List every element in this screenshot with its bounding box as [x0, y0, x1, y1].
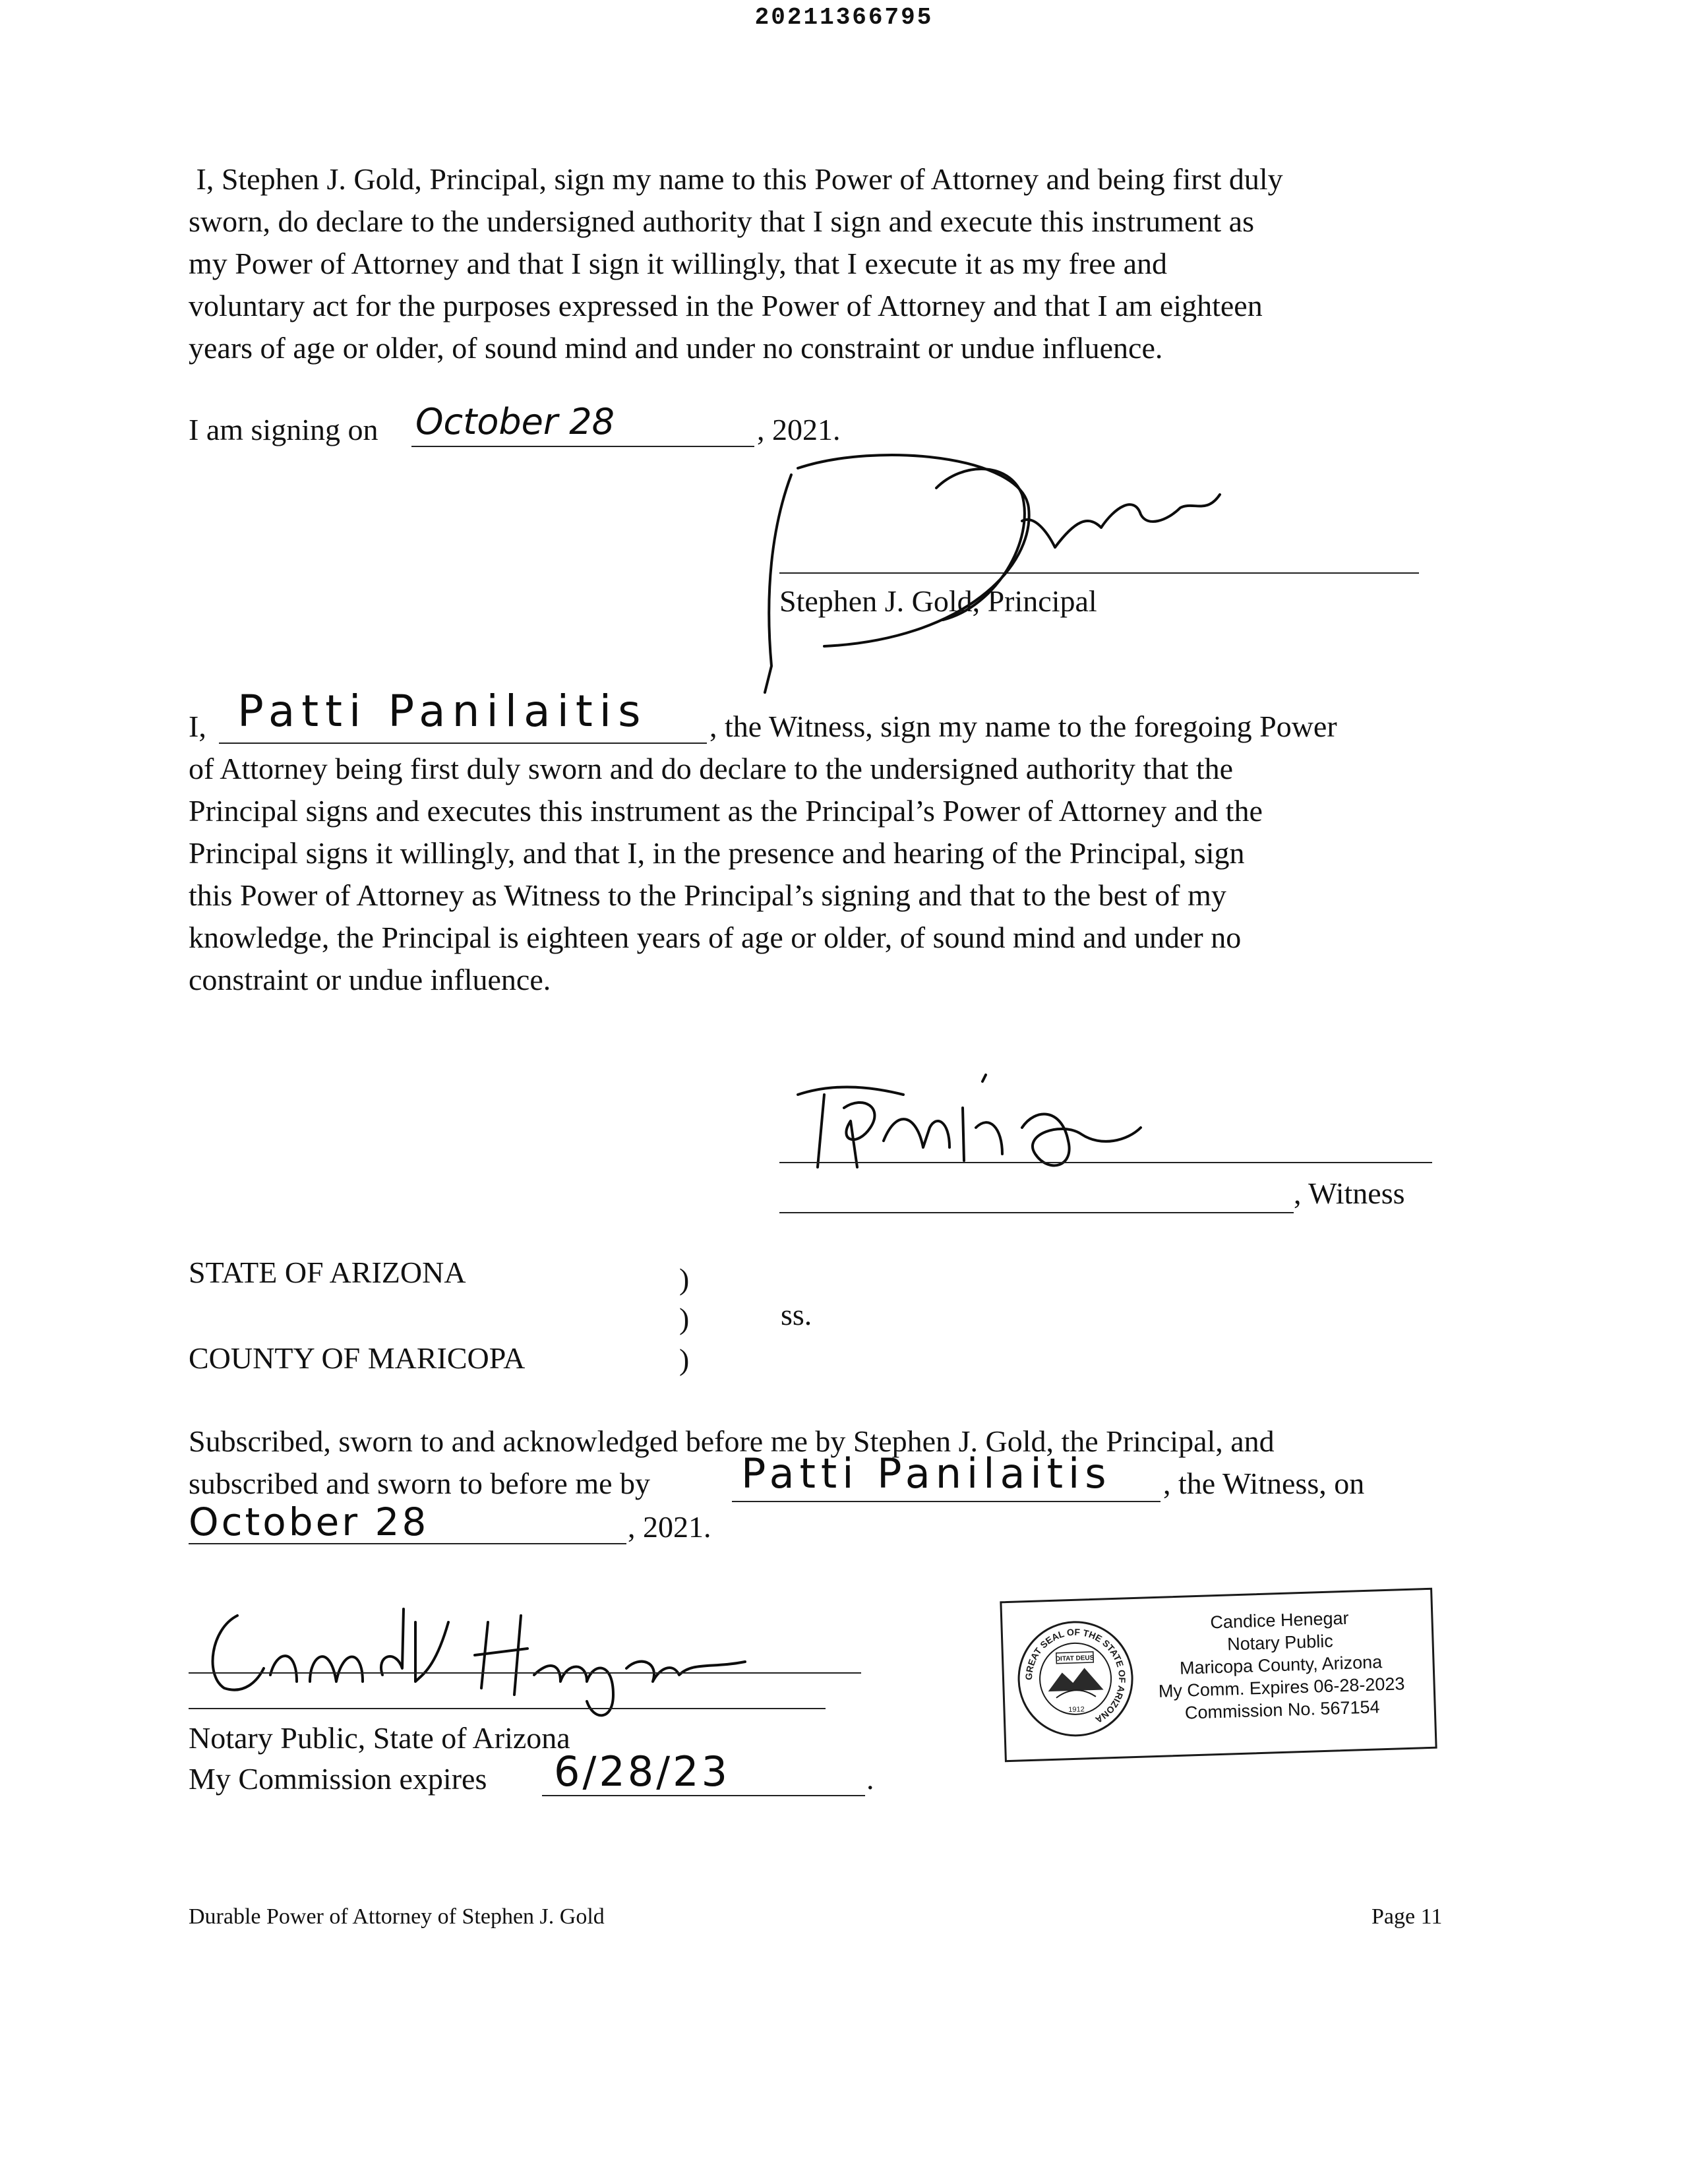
venue-county: COUNTY OF MARICOPA [189, 1341, 526, 1375]
stamp-line: Notary Public [1226, 1631, 1334, 1654]
notary-signature [198, 1596, 765, 1721]
svg-text:GREAT SEAL OF THE STATE OF ARI: GREAT SEAL OF THE STATE OF ARIZONA [1023, 1626, 1128, 1726]
acknowledgment-witness-line [732, 1501, 1160, 1502]
witness-declaration-line: knowledge, the Principal is eighteen years of age or older, of sound mind and under no [189, 921, 1242, 954]
acknowledgment-date-suffix: , 2021. [628, 1510, 711, 1544]
principal-declaration-line: years of age or older, of sound mind and under no constraint or undue influence. [189, 331, 1163, 365]
acknowledgment-line-1: Subscribed, sworn to and acknowledged before me by Stephen J. Gold, the Principal, and [189, 1424, 1275, 1458]
footer-page-number: Page 11 [1372, 1904, 1443, 1929]
notary-signature-line-2 [189, 1708, 826, 1709]
document-number: 20211366795 [754, 4, 934, 31]
venue-paren: ) [679, 1343, 690, 1376]
acknowledgment-line-2-suffix: , the Witness, on [1163, 1467, 1365, 1500]
acknowledgment-witness-handwritten: Patti Panilaitis [741, 1449, 1112, 1498]
witness-first-line: , the Witness, sign my name to the foregoing Power [709, 710, 1337, 743]
notary-commission-prefix: My Commission expires [189, 1762, 487, 1796]
witness-name-handwritten: Patti Panilaitis [237, 686, 648, 737]
notary-stamp-text [1134, 1604, 1428, 1726]
witness-caption: , Witness [1294, 1176, 1405, 1210]
svg-text:DITAT DEUS: DITAT DEUS [1055, 1654, 1095, 1663]
signing-date-prefix: I am signing on [189, 413, 378, 446]
witness-declaration-line: this Power of Attorney as Witness to the Principal’s signing and that to the best of my [189, 878, 1226, 912]
stamp-line: Commission No. 567154 [1184, 1697, 1380, 1723]
witness-signature [785, 1068, 1154, 1180]
principal-caption: Stephen J. Gold, Principal [779, 584, 1097, 618]
venue-state: STATE OF ARIZONA [189, 1256, 466, 1289]
witness-declaration-line: Principal signs and executes this instrument as the Principal’s Power of Attorney and the [189, 794, 1263, 828]
principal-declaration-line: voluntary act for the purposes expressed in the Power of Attorney and that I am eighteen [189, 289, 1263, 322]
notary-commission-handwritten: 6/28/23 [554, 1747, 731, 1796]
notary-stamp [1000, 1588, 1437, 1762]
witness-prefix: I, [189, 710, 206, 743]
witness-caption-line [779, 1212, 1294, 1213]
stamp-line: Maricopa County, Arizona [1179, 1652, 1383, 1678]
venue-paren: ) [679, 1302, 690, 1335]
witness-declaration [189, 748, 1507, 1001]
principal-declaration-line: I, Stephen J. Gold, Principal, sign my name to this Power of Attorney and being first duly [189, 162, 1283, 196]
witness-declaration-line: Principal signs it willingly, and that I, in the presence and hearing of the Principal, sign [189, 836, 1245, 870]
principal-signature [745, 448, 1273, 699]
principal-declaration-line: my Power of Attorney and that I sign it willingly, that I execute it as my free and [189, 247, 1167, 280]
arizona-seal-icon [1014, 1618, 1137, 1740]
principal-declaration-line: sworn, do declare to the undersigned authority that I sign and execute this instrument as [189, 204, 1254, 238]
venue-paren: ) [679, 1262, 690, 1296]
acknowledgment-line-2-prefix: subscribed and sworn to before me by [189, 1467, 651, 1500]
stamp-line: Candice Henegar [1209, 1608, 1349, 1633]
stamp-line: My Comm. Expires 06-28-2023 [1158, 1674, 1405, 1701]
signing-date-suffix: , 2021. [757, 413, 841, 446]
acknowledgment-date-handwritten: October 28 [189, 1500, 429, 1544]
signing-date-line [411, 446, 754, 447]
witness-name-line [219, 743, 707, 744]
witness-signature-line [779, 1162, 1432, 1163]
witness-declaration-line: constraint or undue influence. [189, 963, 551, 996]
notary-commission-suffix: . [866, 1762, 874, 1796]
notary-signature-line-1 [189, 1672, 861, 1674]
notary-title: Notary Public, State of Arizona [189, 1721, 570, 1755]
footer-title: Durable Power of Attorney of Stephen J. Gold [189, 1904, 605, 1929]
svg-text:1912: 1912 [1068, 1705, 1085, 1714]
venue-ss: ss. [781, 1298, 812, 1331]
principal-declaration [189, 158, 1507, 369]
signing-date-handwritten: October 28 [415, 401, 615, 442]
witness-declaration-line: of Attorney being first duly sworn and do declare to the undersigned authority that the [189, 752, 1234, 785]
